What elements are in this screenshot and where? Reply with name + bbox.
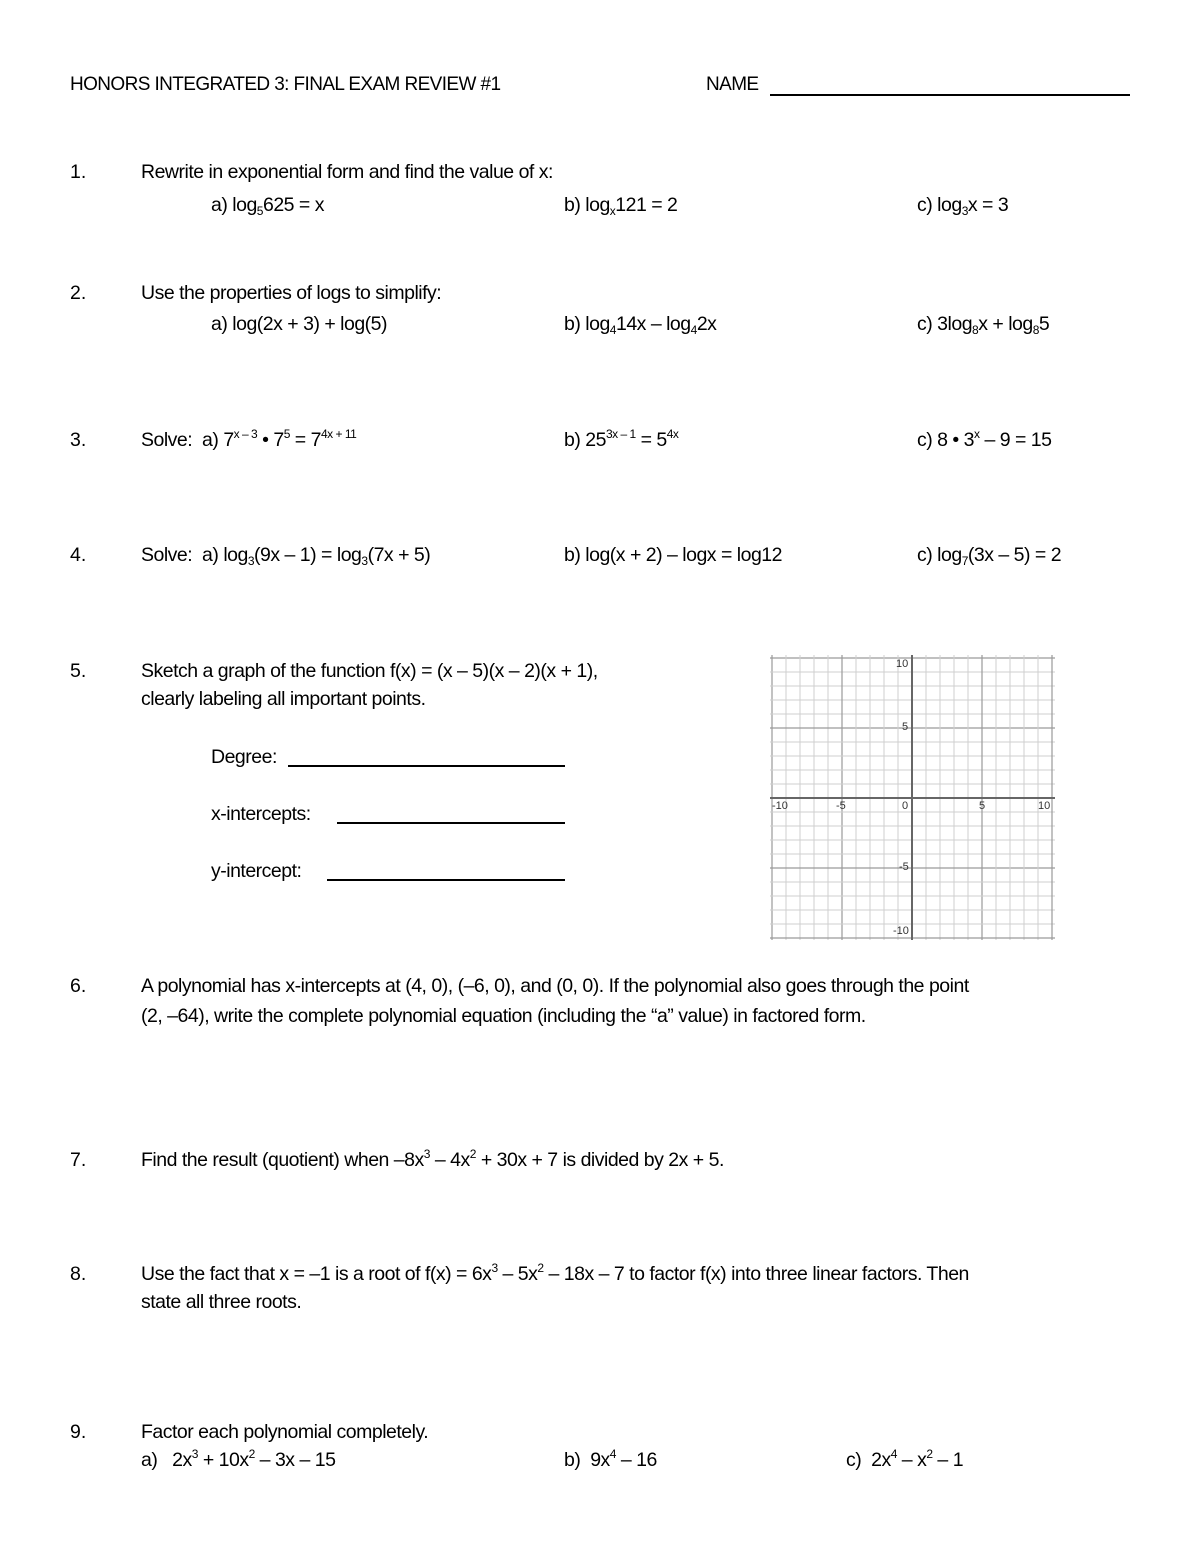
worksheet-title: HONORS INTEGRATED 3: FINAL EXAM REVIEW #1	[70, 74, 501, 95]
problem-2-prompt: Use the properties of logs to simplify:	[141, 282, 442, 304]
problem-9-number: 9.	[70, 1421, 87, 1443]
problem-9c: c) $2x^4 - x^2 - 1$	[846, 1447, 964, 1471]
x-intercepts-field[interactable]	[337, 822, 565, 824]
y-intercept-field[interactable]	[327, 879, 565, 881]
y-tick-neg10: -10	[893, 925, 909, 937]
coordinate-grid[interactable]	[770, 655, 1055, 940]
x-intercepts-label: x-intercepts:	[211, 803, 311, 825]
problem-5-line2: clearly labeling all important points.	[141, 688, 426, 710]
problem-6-line2: (2, –64), write the complete polynomial equation (including the “a” value) in factored form.	[141, 1005, 866, 1027]
problem-1-prompt: Rewrite in exponential form and find the value of x:	[141, 161, 553, 183]
problem-5-number: 5.	[70, 660, 87, 682]
problem-2a: a) log(2x + 3) + log(5)	[211, 313, 388, 335]
y-tick-5: 5	[902, 721, 909, 733]
problem-1c: c) $\log_3x = 3$	[917, 194, 1009, 218]
degree-field[interactable]	[288, 765, 565, 767]
problem-2-number: 2.	[70, 282, 87, 304]
problem-5-line1: Sketch a graph of the function f(x) = (x – 5)(x – 2)(x + 1),	[141, 660, 598, 682]
x-tick-neg5: -5	[836, 800, 846, 812]
problem-2b: b) $\log_414x - \log_42x$	[564, 313, 717, 337]
problem-3c: c) 8 • 3$^x$ – 9 = 15	[917, 427, 1052, 451]
grid-lines	[770, 655, 1055, 940]
y-intercept-label: y-intercept:	[211, 860, 302, 882]
problem-8-line2: state all three roots.	[141, 1291, 302, 1313]
problem-8-line1: Use the fact that x = –1 is a root of $f(x) = 6x^3 - 5x^2 - 18x - 7$ to factor f(x) into three linear factors. Then	[141, 1261, 969, 1285]
problem-6-line1: A polynomial has x-intercepts at (4, 0), (–6, 0), and (0, 0). If the polynomial also goes through the point	[141, 975, 969, 997]
problem-7-text: Find the result (quotient) when $-8x^3 - 4x^2 + 30x + 7$ is divided by 2x + 5.	[141, 1147, 724, 1171]
x-tick-5: 5	[979, 800, 986, 812]
y-tick-neg5: -5	[899, 861, 909, 873]
problem-2c: c) $3\log_8x + \log_85$	[917, 313, 1050, 337]
x-tick-0: 0	[902, 800, 909, 812]
problem-1a: a) $\log_5625 = x$	[211, 194, 324, 218]
name-label: NAME	[706, 74, 759, 95]
problem-4c: c) $\log_7(3x - 5) = 2$	[917, 544, 1062, 568]
x-tick-neg10: -10	[772, 800, 788, 812]
problem-3b: b) $25^{3x - 1} = 5^{4x}$	[564, 427, 679, 451]
problem-4-number: 4.	[70, 544, 87, 566]
problem-8-number: 8.	[70, 1263, 87, 1285]
problem-9-prompt: Factor each polynomial completely.	[141, 1421, 429, 1443]
problem-1-number: 1.	[70, 161, 87, 183]
name-field[interactable]	[770, 94, 1130, 96]
y-tick-10: 10	[896, 658, 909, 670]
problem-9b: b) $9x^4 - 16$	[564, 1447, 657, 1471]
problem-4b: b) log(x + 2) – logx = log12	[564, 544, 782, 566]
x-tick-10: 10	[1038, 800, 1051, 812]
problem-7-number: 7.	[70, 1149, 87, 1171]
problem-4a: Solve: a) $\log_3(9x - 1) = \log_3(7x + 5)$	[141, 544, 431, 568]
problem-6-number: 6.	[70, 975, 87, 997]
problem-3-number: 3.	[70, 429, 87, 451]
problem-1b: b) $\log_x121 = 2$	[564, 194, 678, 218]
problem-3a: Solve: a) 7$^{x - 3}$ • $7^5 = 7^{4x + 11}$	[141, 427, 357, 451]
degree-label: Degree:	[211, 746, 277, 768]
problem-9a: a) $2x^3 + 10x^2 - 3x - 15$	[141, 1447, 336, 1471]
grid-svg	[770, 655, 1055, 940]
